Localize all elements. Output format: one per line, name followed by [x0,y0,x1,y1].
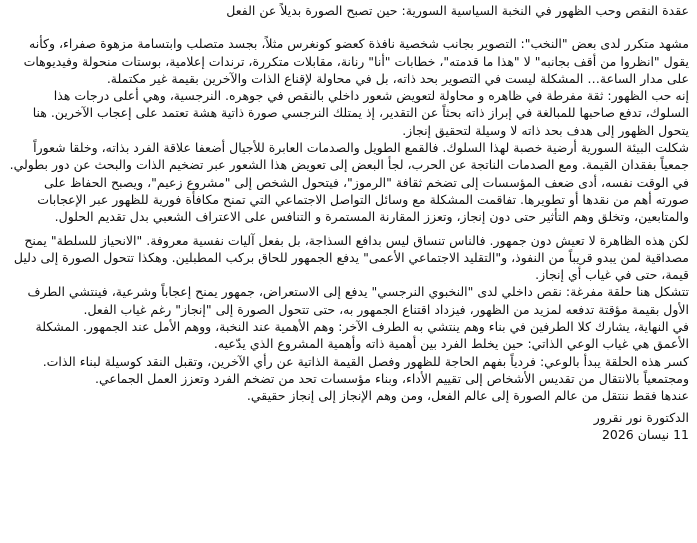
article-date: 11 نيسان 2026 [601,426,689,442]
author-name: الدكتورة نور نقرور [593,409,689,425]
article-title: عقدة النقص وحب الظهور في النخبة السياسية السورية: حين تصبح الصورة بديلاً عن الفعل [226,3,689,18]
paragraph-intro: مشهد متكرر لدى بعض "النخب": التصوير بجانب شخصية نافذة كعضو كونغرس مثلاً، بجسد متصلب وابتسامة مزهوة صفراء، وكأنه يقول "انظروا من أقف بجانبه" لا "هذا ما قدمته"، خطابات "أنا" رنانة، مقابلات متكررة، ترندات إعلامية، بوستات منحولة وفيديوهات على مدار الساعة… المشكلة ليست في التصوير بحد ذاته، بل في محاولة لإقناع الذات والآخرين بقيمة غير مكتملة. [23,36,689,86]
article [7,2,689,443]
paragraph-syrian-environment: شكلت البيئة السورية أرضية خصبة لهذا السلوك. فالقمع الطويل والصدمات العابرة للأجيال أضعفا علاقة الفرد بذاته، وخلقا شعوراً جمعياً بفقدان القيمة. ومع الصدمات الناتجة عن الحرب، لجأ البعض إلى تعويض هذا الشعور عبر تضخيم الذات والبحث عن دور بطولي. في الوقت نفسه، أدى ضعف المؤسسات إلى تضخم ثقافة "الرموز"، فيتحول الشخص إلى "مشروع زعيم"، ويصبح الحفاظ على صورته أهم من نقدها أو تطويرها. تفاقمت المشكلة مع وسائل التواصل الاجتماعي التي تمنح مكافأة فورية للظهور عبر الإعجابات والمتابعين، وتخلق وهم التأثير حتى دون إنجاز، وتعزز المقارنة المستمرة و التنافس على الاعتراف الشعبي بدل تقديم الحلول. [9,140,689,225]
paragraph-audience: لكن هذه الظاهرة لا تعيش دون جمهور. فالناس تنساق ليس بدافع السذاجة، بل بفعل آليات نفسية معروفة. "الانحياز للسلطة" يمنح مصداقية لمن يبدو قريباً من النفوذ، و"التقليد الاجتماعي الأعمى" يدفع الجمهور للحاق بركب المطبلين. وهكذا تتحول الصورة إلى دليل قيمة، حتى في غياب أي إنجاز. [13,232,689,283]
paragraph-closing: عندها فقط ننتقل من عالم الصورة إلى عالم الفعل، ومن وهم الإنجاز إلى إنجاز حقيقي. [246,388,689,404]
paragraph-love-of-appearance: إنه حب الظهور: ثقة مفرطة في ظاهره و محاولة لتعويض شعور داخلي بالنقص في جوهره. النرجسية، وهي أعلى درجات هذا السلوك، تدفع صاحبها للمبالغة في إبراز ذاته بحثاً عن التقدير، إذ يمتلك النرجسي صورة ذاتية هشة تعتمد على إعجاب الآخرين. هنا يتحول الظهور إلى هدف بحد ذاته لا وسيلة لتحقيق إنجاز. [32,88,689,138]
paragraph-conclusion: في النهاية، يشارك كلا الطرفين في بناء وهم ينتشي به الطرف الآخر: وهم الأهمية عند النخبة، ووهم الأمل عند الجمهور. المشكلة الأعمق هي غياب الوعي الذاتي: حين يخلط الفرد بين أهمية ذاته وأهمية المشروع الذي يدّعيه. [35,319,689,352]
paragraph-vicious-circle: تتشكل هنا حلقة مفرغة: نقص داخلي لدى "النخبوي النرجسي" يدفع إلى الاستعراض، جمهور يمنح إعجاباً وشرعية، فينتشي الطرف الأول بقيمة مؤقتة تدفعه لمزيد من الظهور، فيزداد اقتناع الجمهور به، حتى تتحول الصورة إلى "إنجاز" رغم غياب الفعل. [27,284,689,317]
paragraph-breaking-cycle: كسر هذه الحلقة يبدأ بالوعي: فردياً بفهم الحاجة للظهور وفصل القيمة الذاتية عن رأي الآخرين، وتقبل النقد كوسيلة لبناء الذات. ومجتمعياً بالانتقال من تقديس الأشخاص إلى تقييم الأداء، وبناء مؤسسات تحد من تضخم الفرد وتعزز العمل الجماعي. [42,353,689,386]
